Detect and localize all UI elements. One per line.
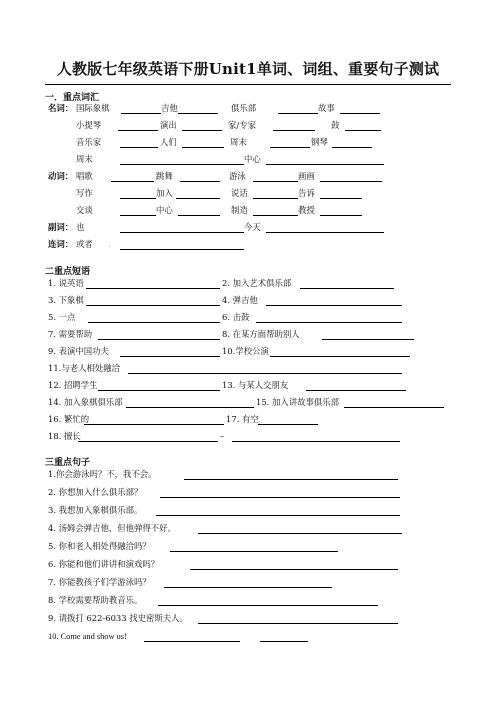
- phrase-item: 5. 一点: [48, 312, 76, 322]
- answer-blank[interactable]: [98, 339, 220, 340]
- answer-blank[interactable]: [121, 113, 161, 114]
- phrase-item: 17. 有空: [226, 414, 259, 424]
- answer-blank[interactable]: [120, 164, 244, 165]
- answer-blank[interactable]: [180, 181, 220, 182]
- sentence-prompt: 10. Come and show us!: [48, 632, 127, 641]
- phrase-item: 16. 繁忙的: [48, 414, 90, 424]
- answer-blank[interactable]: [156, 515, 400, 516]
- page-title: 人教版七年级英语下册Unit1单词、词组、重要句子测试: [56, 60, 440, 78]
- answer-blank[interactable]: [78, 441, 218, 442]
- answer-blank[interactable]: [120, 356, 220, 357]
- phrase-item: 11.与老人相处融洽: [48, 363, 120, 373]
- answer-blank[interactable]: [198, 623, 398, 624]
- answer-blank[interactable]: [88, 322, 220, 323]
- noun-word: 钢琴: [311, 137, 328, 147]
- noun-word: 家/专家: [228, 120, 256, 130]
- sentence-prompt: 9. 请拨打 622-6033 找史密斯夫人。: [48, 613, 188, 623]
- phrase-item: 12. 招聘学生: [48, 380, 98, 390]
- verb-word: 游泳: [229, 171, 246, 181]
- noun-word: 演出: [160, 120, 177, 130]
- answer-blank[interactable]: [144, 641, 240, 642]
- verb-word: 交谈: [76, 205, 93, 215]
- answer-blank[interactable]: [253, 198, 298, 199]
- answer-blank[interactable]: [198, 533, 402, 534]
- answer-blank[interactable]: [273, 130, 315, 131]
- phrase-item: 4. 弹吉他: [222, 295, 258, 305]
- noun-word: 周末: [230, 137, 247, 147]
- answer-blank[interactable]: [190, 569, 398, 570]
- sentences-heading: 三重点句子: [45, 458, 91, 468]
- answer-blank[interactable]: [160, 497, 400, 498]
- verb-word: 制造: [231, 205, 248, 215]
- answer-blank[interactable]: [86, 288, 220, 289]
- adverb-word: 也: [76, 222, 85, 232]
- answer-blank[interactable]: [270, 356, 410, 357]
- noun-word: 周末: [76, 154, 93, 164]
- answer-blank[interactable]: [320, 181, 382, 182]
- answer-blank[interactable]: [84, 424, 224, 425]
- answer-blank[interactable]: [182, 147, 224, 148]
- answer-blank[interactable]: [332, 147, 372, 148]
- phrase-item: 8. 在某方面帮助别人: [222, 329, 300, 339]
- answer-blank[interactable]: [120, 232, 244, 233]
- verb-word: 告诉: [298, 188, 315, 198]
- noun-word: 中心: [244, 154, 261, 164]
- answer-blank[interactable]: [344, 407, 444, 408]
- answer-blank[interactable]: [340, 113, 380, 114]
- answer-blank[interactable]: [86, 305, 220, 306]
- answer-blank[interactable]: [126, 407, 254, 408]
- dash-mark: –: [220, 431, 225, 441]
- sentence-prompt: 8. 学校需要帮助教音乐。: [48, 595, 143, 605]
- phrase-item: 13. 与某人交朋友: [222, 380, 289, 390]
- sentence-prompt: 2. 你想加入什么俱乐部？: [48, 487, 143, 497]
- noun-word: 吉他: [161, 103, 178, 113]
- answer-blank[interactable]: [232, 441, 400, 442]
- conj-label: 连词：: [48, 239, 74, 249]
- sentence-prompt: 5. 你和老人相处得融洽吗？: [48, 541, 151, 551]
- answer-blank[interactable]: [266, 164, 384, 165]
- phrase-item: 10.学校公演: [222, 346, 269, 356]
- adverb-label: 副词：: [48, 222, 74, 232]
- noun-label: 名词：: [48, 103, 74, 113]
- sentence-prompt: 6. 你能和他们讲讲和演戏吗？: [48, 559, 160, 569]
- vocab-heading: 一．重点词汇: [45, 93, 100, 103]
- answer-blank[interactable]: [270, 147, 310, 148]
- answer-blank[interactable]: [253, 215, 298, 216]
- answer-blank[interactable]: [120, 147, 158, 148]
- phrase-item: 7. 需要帮助: [48, 329, 93, 339]
- answer-blank[interactable]: [178, 215, 220, 216]
- noun-word: 俱乐部: [231, 103, 257, 113]
- verb-word: 画画: [298, 171, 315, 181]
- verb-word: 中心: [156, 205, 173, 215]
- answer-blank[interactable]: [170, 551, 338, 552]
- answer-blank[interactable]: [266, 305, 402, 306]
- answer-blank[interactable]: [320, 215, 362, 216]
- verb-word: 跳舞: [156, 171, 173, 181]
- answer-blank[interactable]: [256, 322, 402, 323]
- answer-blank[interactable]: [111, 181, 154, 182]
- sentence-prompt: 3. 我想加入象棋俱乐部。: [48, 505, 143, 515]
- answer-blank[interactable]: [184, 479, 398, 480]
- verb-word: 唱歌: [76, 171, 93, 181]
- verb-label: 动词：: [48, 171, 74, 181]
- answer-blank[interactable]: [158, 605, 378, 606]
- phrase-item: 1. 说英语: [48, 278, 84, 288]
- phrase-item: 3. 下象棋: [48, 295, 84, 305]
- verb-word: 教授: [298, 205, 315, 215]
- answer-blank[interactable]: [266, 232, 384, 233]
- answer-blank[interactable]: [300, 288, 394, 289]
- noun-word: 故事: [318, 103, 335, 113]
- sentence-prompt: 7. 你能教孩子们学游泳吗？: [48, 577, 151, 587]
- phrases-heading: 二重点短语: [45, 267, 91, 277]
- answer-blank[interactable]: [306, 390, 406, 391]
- conj-mark: .: [108, 239, 111, 249]
- conj-word: 或者: [76, 239, 93, 249]
- answer-blank[interactable]: [178, 113, 218, 114]
- noun-word: 国际象棋: [76, 103, 110, 113]
- phrase-item: 15. 加入讲故事俱乐部: [256, 397, 339, 407]
- answer-blank[interactable]: [120, 215, 156, 216]
- noun-word: 音乐家: [76, 137, 102, 147]
- noun-word: 小提琴: [76, 120, 102, 130]
- answer-blank[interactable]: [164, 587, 332, 588]
- answer-blank[interactable]: [120, 249, 244, 250]
- answer-blank[interactable]: [118, 130, 158, 131]
- verb-word: 写作: [76, 188, 93, 198]
- sentence-prompt: 4. 汤姆会弹吉他，但他弹得不好。: [48, 523, 176, 533]
- answer-blank[interactable]: [345, 130, 381, 131]
- sentence-prompt: 1.你会游泳吗？不，我不会。: [48, 469, 157, 479]
- phrase-item: 9. 表演中国功夫: [48, 346, 109, 356]
- answer-blank[interactable]: [176, 198, 220, 199]
- noun-word: 人们: [160, 137, 177, 147]
- phrase-item: 2. 加入艺术俱乐部: [222, 278, 292, 288]
- noun-word: 鼓: [331, 120, 340, 130]
- phrase-item: 18. 擅长: [48, 431, 81, 441]
- answer-blank[interactable]: [320, 198, 362, 199]
- answer-blank[interactable]: [278, 113, 318, 114]
- answer-blank[interactable]: [182, 130, 222, 131]
- phrase-item: 14. 加入象棋俱乐部: [48, 397, 123, 407]
- answer-blank[interactable]: [258, 424, 318, 425]
- adverb-word: 今天: [244, 222, 261, 232]
- answer-blank[interactable]: [260, 641, 308, 642]
- answer-blank[interactable]: [322, 339, 414, 340]
- answer-blank[interactable]: [128, 373, 402, 374]
- phrase-item: 6. 击鼓: [222, 312, 250, 322]
- answer-blank[interactable]: [98, 390, 220, 391]
- answer-blank[interactable]: [253, 181, 298, 182]
- verb-word: 加入: [156, 188, 173, 198]
- verb-word: 说话: [231, 188, 248, 198]
- answer-blank[interactable]: [120, 198, 156, 199]
- title-divider: [45, 84, 451, 85]
